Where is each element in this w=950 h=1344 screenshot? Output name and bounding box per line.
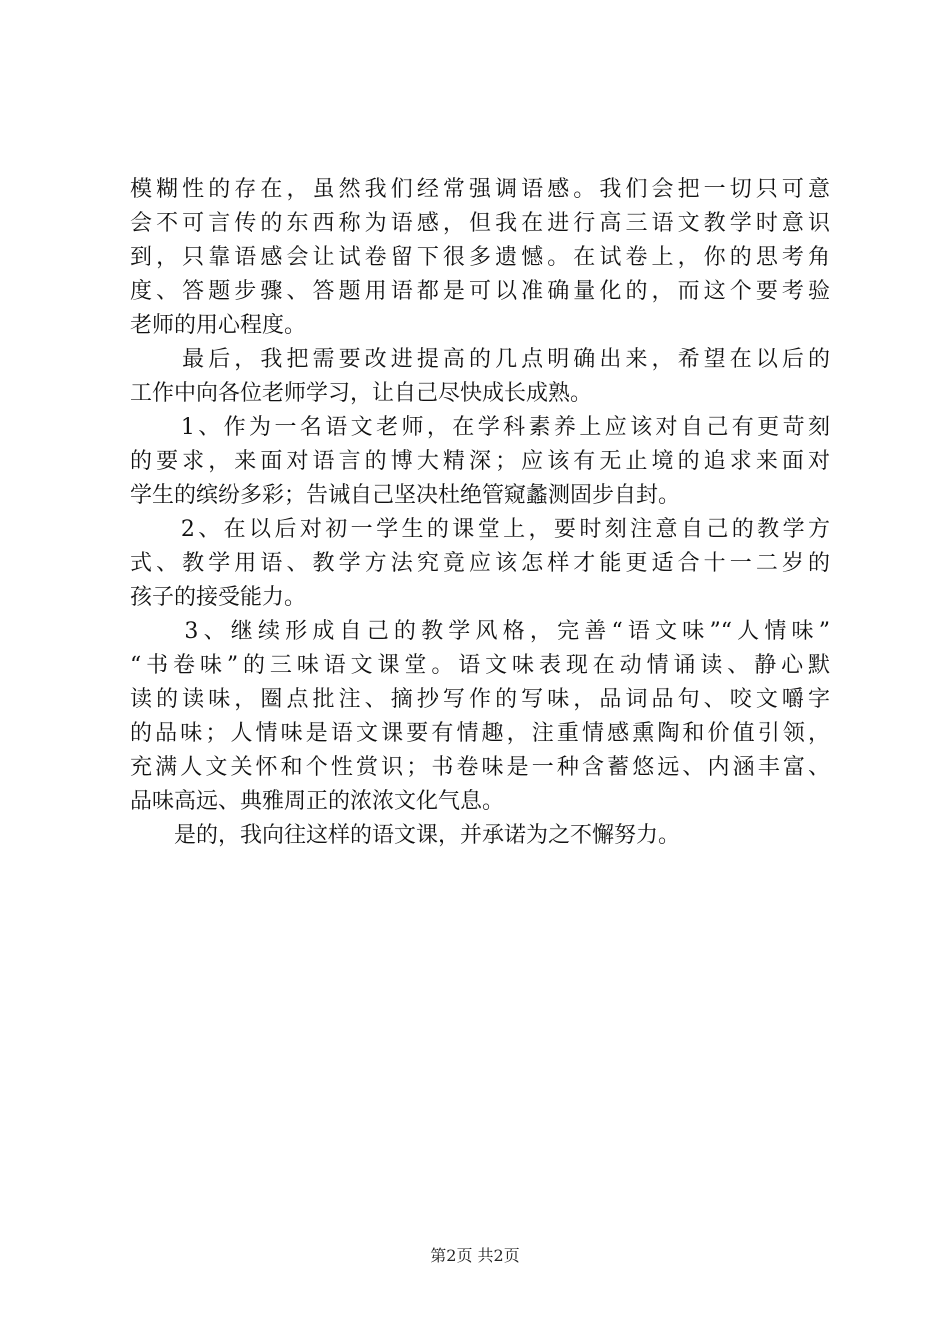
- text-line: 读的读味，圈点批注、摘抄写作的写味，品词品句、咬文嚼字: [130, 687, 830, 712]
- text-line: 老师的用心程度。: [130, 313, 307, 338]
- text-line: 2、在以后对初一学生的课堂上，要时刻注意自己的教学方: [130, 517, 830, 542]
- text-line: 是的，我向往这样的语文课，并承诺为之不懈努力。: [130, 823, 681, 848]
- page-number-footer: 第2页 共2页: [430, 1246, 520, 1265]
- text-line: 的品味；人情味是语文课要有情趣，注重情感熏陶和价值引领，: [130, 721, 830, 746]
- text-line: 模糊性的存在，虽然我们经常强调语感。我们会把一切只可意: [130, 177, 830, 202]
- text-line: “书卷味”的三味语文课堂。语文味表现在动情诵读、静心默: [130, 653, 830, 678]
- text-line: 到，只靠语感会让试卷留下很多遗憾。在试卷上，你的思考角: [130, 245, 830, 270]
- text-line: 3、继续形成自己的教学风格，完善“语文味”“人情味”: [130, 619, 830, 644]
- text-line: 的要求，来面对语言的博大精深；应该有无止境的追求来面对: [130, 449, 830, 474]
- text-line: 工作中向各位老师学习，让自己尽快成长成熟。: [130, 381, 593, 406]
- text-line: 孩子的接受能力。: [130, 585, 307, 610]
- text-line: 1、作为一名语文老师，在学科素养上应该对自己有更苛刻: [130, 415, 830, 440]
- text-line: 会不可言传的东西称为语感，但我在进行高三语文教学时意识: [130, 211, 830, 236]
- text-line: 度、答题步骤、答题用语都是可以准确量化的，而这个要考验: [130, 279, 830, 304]
- body-text: [130, 173, 830, 853]
- text-line: 学生的缤纷多彩；告诫自己坚决杜绝管窥蠡测固步自封。: [130, 483, 681, 508]
- text-line: 品味高远、典雅周正的浓浓文化气息。: [130, 789, 505, 814]
- text-line: 式、教学用语、教学方法究竟应该怎样才能更适合十一二岁的: [130, 551, 830, 576]
- text-line: 充满人文关怀和个性赏识；书卷味是一种含蓄悠远、内涵丰富、: [130, 755, 830, 780]
- text-line: 最后，我把需要改进提高的几点明确出来，希望在以后的: [130, 347, 830, 372]
